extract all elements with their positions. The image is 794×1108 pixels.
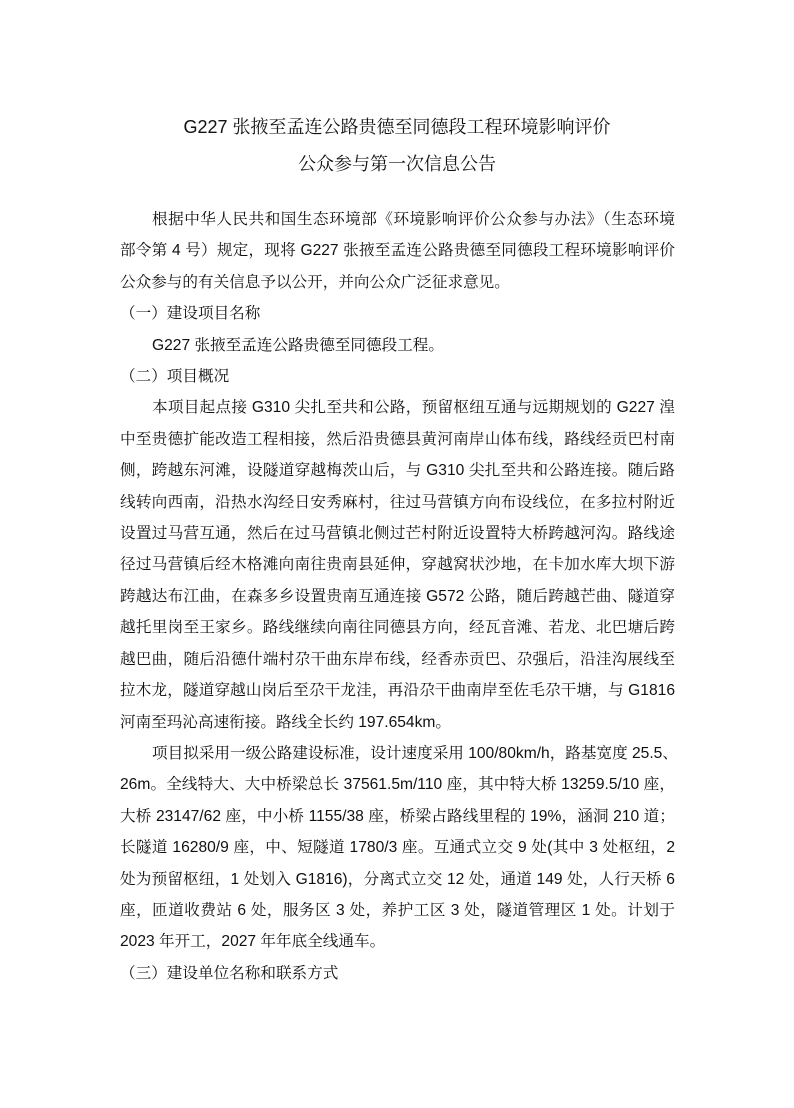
paragraph-line: G227 张掖至孟连公路贵德至同德段工程。: [152, 336, 444, 354]
document-body: [120, 204, 678, 989]
paragraph-line: 中至贵德扩能改造工程相接，然后沿贵德县黄河南岸山体布线，路线经贡巴村南: [120, 430, 675, 448]
section-heading-project-overview: （二）项目概况: [120, 368, 230, 386]
document-title: G227 张掖至孟连公路贵德至同德段工程环境影响评价: [183, 117, 611, 137]
paragraph-line: 26m。全线特大、大中桥梁总长 37561.5m/110 座，其中特大桥 13259.5/10 座，: [120, 776, 675, 794]
paragraph-line: 大桥 23147/62 座，中小桥 1155/38 座，桥梁占路线里程的 19%，涵洞 210 道；: [120, 807, 675, 825]
overview-paragraph-standards: [120, 738, 678, 958]
paragraph-line: 长隧道 16280/9 座，中、短隧道 1780/3 座。互通式立交 9 处(其中 3 处枢纽，2: [120, 839, 675, 857]
paragraph-line: 设置过马营互通，然后在过马营镇北侧过芒村附近设置特大桥跨越河沟。路线途: [120, 525, 675, 543]
project-name-paragraph: [120, 330, 675, 361]
paragraph-line: 2023 年开工，2027 年年底全线通车。: [120, 933, 386, 951]
paragraph-line: 线转向西南，沿热水沟经日安秀麻村，往过马营镇方向布设线位，在多拉村附近: [120, 493, 675, 511]
paragraph-line: 处为预留枢纽，1 处划入 G1816)，分离式立交 12 处，通道 149 处，人行天桥 6: [120, 870, 675, 888]
paragraph-line: 项目拟采用一级公路建设标准，设计速度采用 100/80km/h，路基宽度 25.5、: [152, 744, 678, 762]
paragraph-line: 本项目起点接 G310 尖扎至共和公路，预留枢纽互通与远期规划的 G227 湟: [152, 399, 675, 417]
section-heading-project-name: （一）建设项目名称: [120, 305, 261, 323]
paragraph-line: 越巴曲，随后沿德什端村尕干曲东岸布线，经香赤贡巴、尕强后，沿洼沟展线至: [120, 650, 675, 668]
paragraph-line: 侧，跨越东河滩，设隧道穿越梅茨山后，与 G310 尖扎至共和公路连接。随后路: [120, 462, 675, 480]
paragraph-line: 拉木龙，隧道穿越山岗后至尕干龙洼，再沿尕干曲南岸至佐毛尕干塘，与 G1816: [120, 682, 675, 700]
paragraph-line: 部令第 4 号）规定，现将 G227 张掖至孟连公路贵德至同德段工程环境影响评价: [120, 242, 675, 260]
paragraph-line: 河南至玛沁高速衔接。路线全长约 197.654km。: [120, 713, 451, 731]
section-heading-contact: （三）建设单位名称和联系方式: [120, 964, 339, 982]
paragraph-line: 座，匝道收费站 6 处，服务区 3 处，养护工区 3 处，隧道管理区 1 处。计划于: [120, 901, 675, 919]
document-subtitle: 公众参与第一次信息公告: [298, 154, 496, 174]
overview-paragraph-route: [120, 392, 675, 737]
paragraph-line: 径过马营镇后经木格滩向南往贵南县延伸，穿越窝状沙地，在卡加水库大坝下游: [120, 556, 675, 574]
paragraph-line: 越托里岗至王家乡。路线继续向南往同德县方向，经瓦音滩、若龙、北巴塘后跨: [120, 619, 675, 637]
document-title-block: [0, 109, 794, 183]
paragraph-line: 公众参与的有关信息予以公开，并向公众广泛征求意见。: [120, 273, 510, 291]
paragraph-line: 根据中华人民共和国生态环境部《环境影响评价公众参与办法》（生态环境: [152, 211, 675, 228]
intro-paragraph: [120, 204, 675, 298]
paragraph-line: 跨越达布江曲，在森多乡设置贵南互通连接 G572 公路，随后跨越芒曲、隧道穿: [120, 587, 675, 605]
